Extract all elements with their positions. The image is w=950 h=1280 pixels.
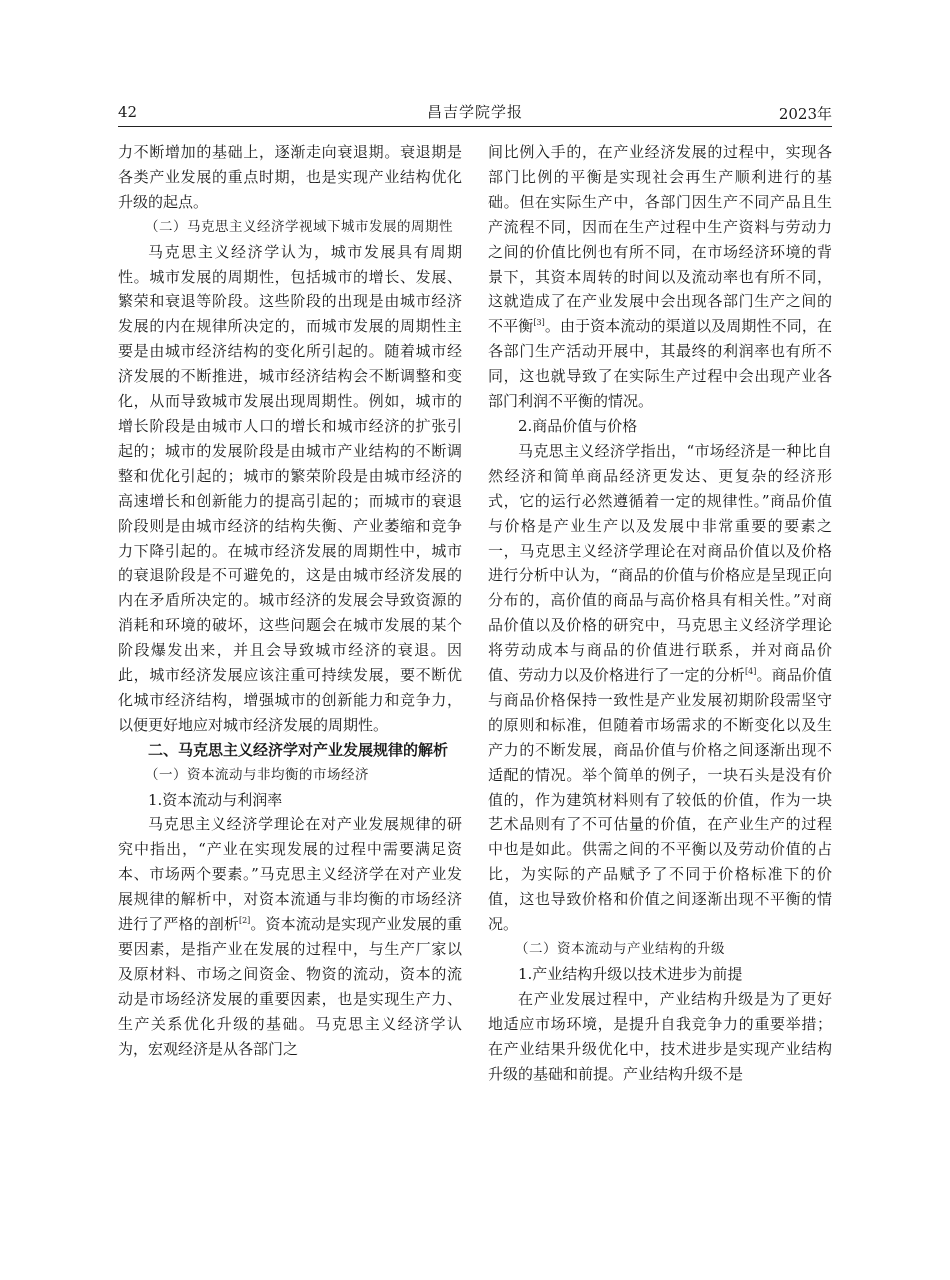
section-heading: 二、马克思主义经济学对产业发展规律的解析 [148,740,449,759]
item-heading: 1.产业结构升级以技术进步为前提 [518,964,743,983]
paragraph-text: 马克思主义经济学理论在对产业发展规律的研究中指出，“产业在实现发展的过程中需要满足资本、市场两个要素。”马克思主义经济学在对产业发展规律的解析中，对资本流通与非均衡的市场经济进行了严格的剖析 [118,815,462,934]
publication-year: 2023年 [778,105,832,123]
right-column [488,140,832,1086]
paragraph [488,439,832,937]
running-header [118,99,832,123]
paragraph [118,812,462,1061]
header-rule [118,126,832,127]
citation-ref: [4] [745,667,757,677]
paragraph: 力不断增加的基础上，逐渐走向衰退期。衰退期是各类产业发展的重点时期，也是实现产业结构优化升级的起点。 [118,143,462,211]
citation-ref: [3] [533,318,545,328]
subsection-heading: （二）马克思主义经济学视域下城市发展的周期性 [145,218,453,235]
paragraph-text: 。资本流动是实现产业发展的重要因素，是指产业在发展的过程中，与生产厂家以及原材料、市场之间资金、物资的流动，资本的流动是市场经济发展的重要因素，也是实现生产力、生产关系优化升级的基础。马克思主义经济学认为，宏观经济是从各部门之 [118,915,462,1058]
paragraph [488,140,832,414]
item-heading: 2.商品价值与价格 [518,416,638,435]
page-number: 42 [118,103,138,121]
journal-title: 昌吉学院学报 [426,103,523,121]
paragraph-text: 。商品价值与商品价格保持一致性是产业发展初期阶段需坚守的原则和标准，但随着市场需求的不断变化以及生产力的不断发展，商品价值与价格之间逐渐出现不适配的情况。举个简单的例子，一块石头是没有价值的，作为建筑材料则有了较低的价值，作为一块艺术品则有了不可估量的价值，在产业生产的过程中也是如此。供需之间的不平衡以及劳动价值的占比，为实际的产品赋予了不同于价格标准下的价值，这也导致价格和价值之间逐渐出现不平衡的情况。 [488,666,832,934]
subsection-heading: （二）资本流动与产业结构的升级 [515,941,725,957]
item-heading: 1.资本流动与利润率 [148,790,283,809]
citation-ref: [2] [238,916,251,926]
paragraph: 马克思主义经济学认为，城市发展具有周期性。城市发展的周期性，包括城市的增长、发展、繁荣和衰退等阶段。这些阶段的出现是由城市经济发展的内在规律所决定的，而城市发展的周期性主要是由城市经济结构的变化所引起的。随着城市经济发展的不断推进，城市经济结构会不断调整和变化，从而导致城市发展出现周期性。例如，城市的增长阶段是由城市人口的增长和城市经济的扩张引起的；城市的发展阶段是由城市产业结构的不断调整和优化引起的；城市的繁荣阶段是由城市经济的高速增长和创新能力的提高引起的；而城市的衰退阶段则是由城市经济的结构失衡、产业萎缩和竞争力下降引起的。在城市经济发展的周期性中，城市的衰退阶段是不可避免的，这是由城市经济发展的内在矛盾所决定的。城市经济的发展会导致资源的消耗和环境的破坏，这些问题会在城市发展的某个阶段爆发出来，并且会导致城市经济的衰退。因此，城市经济发展应该注重可持续发展，要不断优化城市经济结构，增强城市的创新能力和竞争力，以便更好地应对城市经济发展的周期性。 [118,242,462,734]
left-column [118,140,462,1062]
paragraph-text: 。由于资本流动的渠道以及周期性不同，在各部门生产活动开展中，其最终的利润率也有所不同，这也就导致了在实际生产过程中会出现产业各部门利润不平衡的情况。 [488,317,832,411]
paragraph-text: 马克思主义经济学指出，“市场经济是一种比自然经济和简单商品经济更发达、更复杂的经济形式，它的运行必然遵循着一定的规律性。”商品价值与价格是产业生产以及发展中非常重要的要素之一，马克思主义经济学理论在对商品价值以及价格进行分析中认为，“商品的价值与价格应是呈现正向分布的，高价值的商品与高价格具有相关性。”对商品价值以及价格的研究中，马克思主义经济学理论将劳动成本与商品的价值进行联系，并对商品价值、劳动力以及价格进行了一定的分析 [488,441,832,685]
subsection-heading: （一）资本流动与非均衡的市场经济 [145,766,369,783]
paragraph-text: 间比例入手的，在产业经济发展的过程中，实现各部门比例的平衡是实现社会再生产顺利进行的基础。但在实际生产中，各部门因生产不同产品且生产流程不同，因而在生产过程中生产资料与劳动力之间的价值比例也有所不同，在市场经济环境的背景下，其资本周转的时间以及流动率也有所不同，这就造成了在产业发展中会出现各部门生产之间的不平衡 [488,143,832,336]
paragraph: 在产业发展过程中，产业结构升级是为了更好地适应市场环境，是提升自我竞争力的重要举措；在产业结果升级优化中，技术进步是实现产业结构升级的基础和前提。产业结构升级不是 [488,989,832,1083]
